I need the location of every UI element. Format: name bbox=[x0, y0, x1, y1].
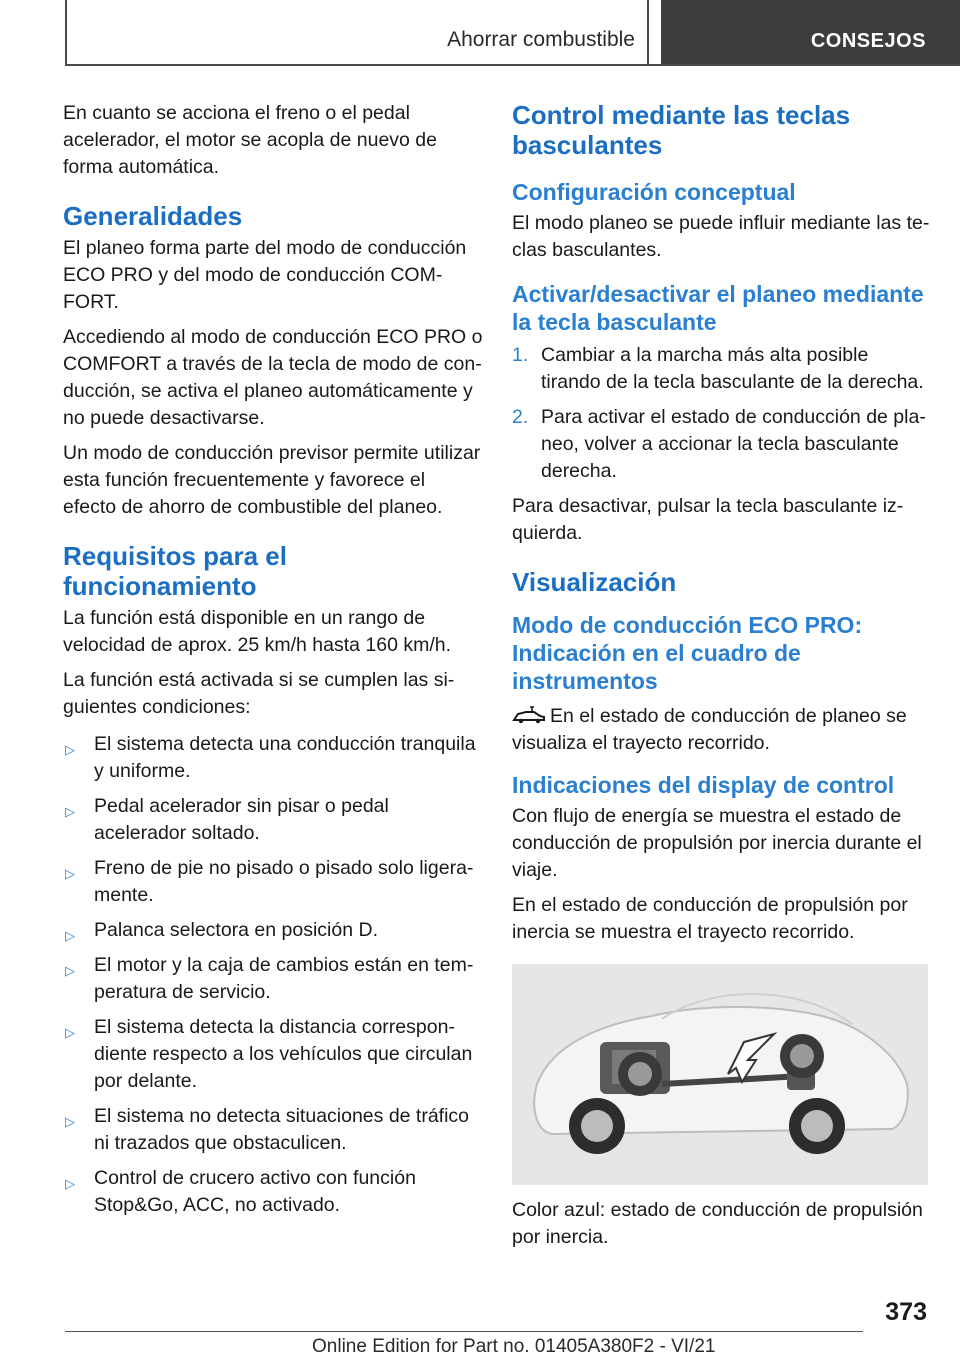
list-item: ▷ El motor y la caja de cambios están en temperatura de servicio. bbox=[65, 954, 474, 1003]
footer-edition: Online Edition for Part no. 01405A380F2 - VI/21 bbox=[312, 1336, 716, 1357]
heading-display-control: Indicaciones del display de control bbox=[512, 772, 895, 798]
drivetrain-illustration bbox=[512, 964, 928, 1185]
generalidades-paragraph-3: Un modo de conducción previsor permite utilizar esta función frecuentemente y favorece el efecto de ahorro de combustible del planeo. bbox=[63, 442, 481, 518]
conditions-list bbox=[63, 731, 483, 1219]
list-item: ▷ El sistema no detecta situaciones de tráfico ni trazados que obstaculicen. bbox=[65, 1105, 470, 1154]
desactivar-paragraph: Para desactivar, pulsar la tecla basculante izquierda. bbox=[512, 495, 904, 544]
header-chapter-tab[interactable] bbox=[661, 0, 960, 64]
triangle-bullet-icon: ▷ bbox=[65, 963, 75, 978]
page-number: 373 bbox=[885, 1298, 927, 1326]
heading-generalidades: Generalidades bbox=[63, 201, 243, 231]
step-number: 1. bbox=[512, 344, 529, 366]
list-item: ▷ El sistema detecta la distancia correspondiente respecto a los vehículos que circulan por delante. bbox=[65, 1016, 473, 1092]
footer-rule bbox=[65, 1331, 863, 1332]
list-item: 2. Para activar el estado de conducción de planeo, volver a accionar la tecla basculante derecha. bbox=[512, 406, 926, 482]
list-item: ▷ El sistema detecta una conducción tranquila y uniforme. bbox=[65, 733, 476, 782]
header-separator bbox=[647, 0, 649, 66]
triangle-bullet-icon: ▷ bbox=[65, 928, 75, 943]
triangle-bullet-icon: ▷ bbox=[65, 1176, 75, 1191]
requisitos-paragraph-2: La función está activada si se cumplen las siguientes condiciones: bbox=[63, 669, 455, 718]
triangle-bullet-icon: ▷ bbox=[65, 742, 75, 757]
step-number: 2. bbox=[512, 406, 529, 428]
heading-requisitos: Requisitos para el funcionamiento bbox=[63, 541, 287, 601]
display-paragraph-1: Con flujo de energía se muestra el estado de conducción de propulsión por inercia durante el viaje. bbox=[512, 805, 922, 881]
display-paragraph-2: En el estado de conducción de propulsión por inercia se muestra el trayecto recorrido. bbox=[512, 894, 908, 943]
list-item: ▷ Palanca selectora en posición D. bbox=[63, 917, 483, 944]
steps-list bbox=[512, 342, 932, 485]
eco-pro-paragraph: En el estado de conducción de planeo se visualiza el trayecto recorrido. bbox=[512, 705, 907, 754]
heading-activar-desactivar: Activar/desactivar el planeo mediante la tecla basculante bbox=[512, 281, 924, 335]
heading-configuracion: Configuración conceptual bbox=[512, 179, 796, 205]
heading-eco-pro: Modo de conducción ECO PRO: Indicación en el cuadro de instrumentos bbox=[512, 612, 863, 694]
header-chapter-label: CONSEJOS bbox=[810, 30, 926, 52]
header-section bbox=[67, 0, 647, 64]
list-item: ▷ Control de crucero activo con función Stop&Go, ACC, no activado. bbox=[65, 1167, 416, 1216]
triangle-bullet-icon: ▷ bbox=[65, 1025, 75, 1040]
list-item: ▷ Pedal acelerador sin pisar o pedal acelerador soltado. bbox=[65, 795, 389, 844]
configuracion-paragraph: El modo planeo se puede influir mediante las teclas basculantes. bbox=[512, 212, 930, 261]
figure-caption: Color azul: estado de conducción de propulsión por inercia. bbox=[512, 1199, 923, 1248]
heading-control-teclas: Control mediante las teclas basculantes bbox=[512, 100, 851, 160]
intro-paragraph: En cuanto se acciona el freno o el pedal acelerador, el motor se acopla de nuevo de forma automática. bbox=[63, 102, 437, 178]
requisitos-paragraph-1: La función está disponible en un rango de velocidad de aprox. 25 km/h hasta 160 km/h. bbox=[63, 607, 452, 656]
header-section-title: Ahorrar combustible bbox=[447, 28, 635, 51]
triangle-bullet-icon: ▷ bbox=[65, 1114, 75, 1129]
heading-visualizacion: Visualización bbox=[512, 567, 677, 597]
header-rule bbox=[65, 64, 960, 66]
list-item: ▷ Freno de pie no pisado o pisado solo ligeramente. bbox=[65, 857, 474, 906]
generalidades-paragraph-2: Accediendo al modo de conducción ECO PRO o COMFORT a través de la tecla de modo de conducción, se activa el planeo automáticamente y no puede desactivarse. bbox=[63, 326, 483, 429]
right-column bbox=[512, 100, 932, 1259]
generalidades-paragraph-1: El planeo forma parte del modo de conducción ECO PRO y del modo de conducción COMFORT. bbox=[63, 237, 467, 313]
left-column bbox=[63, 100, 483, 1227]
list-item: 1. Cambiar a la marcha más alta posible tirando de la tecla basculante de la derecha. bbox=[512, 344, 924, 393]
triangle-bullet-icon: ▷ bbox=[65, 866, 75, 881]
coasting-car-icon bbox=[512, 705, 546, 723]
triangle-bullet-icon: ▷ bbox=[65, 804, 75, 819]
